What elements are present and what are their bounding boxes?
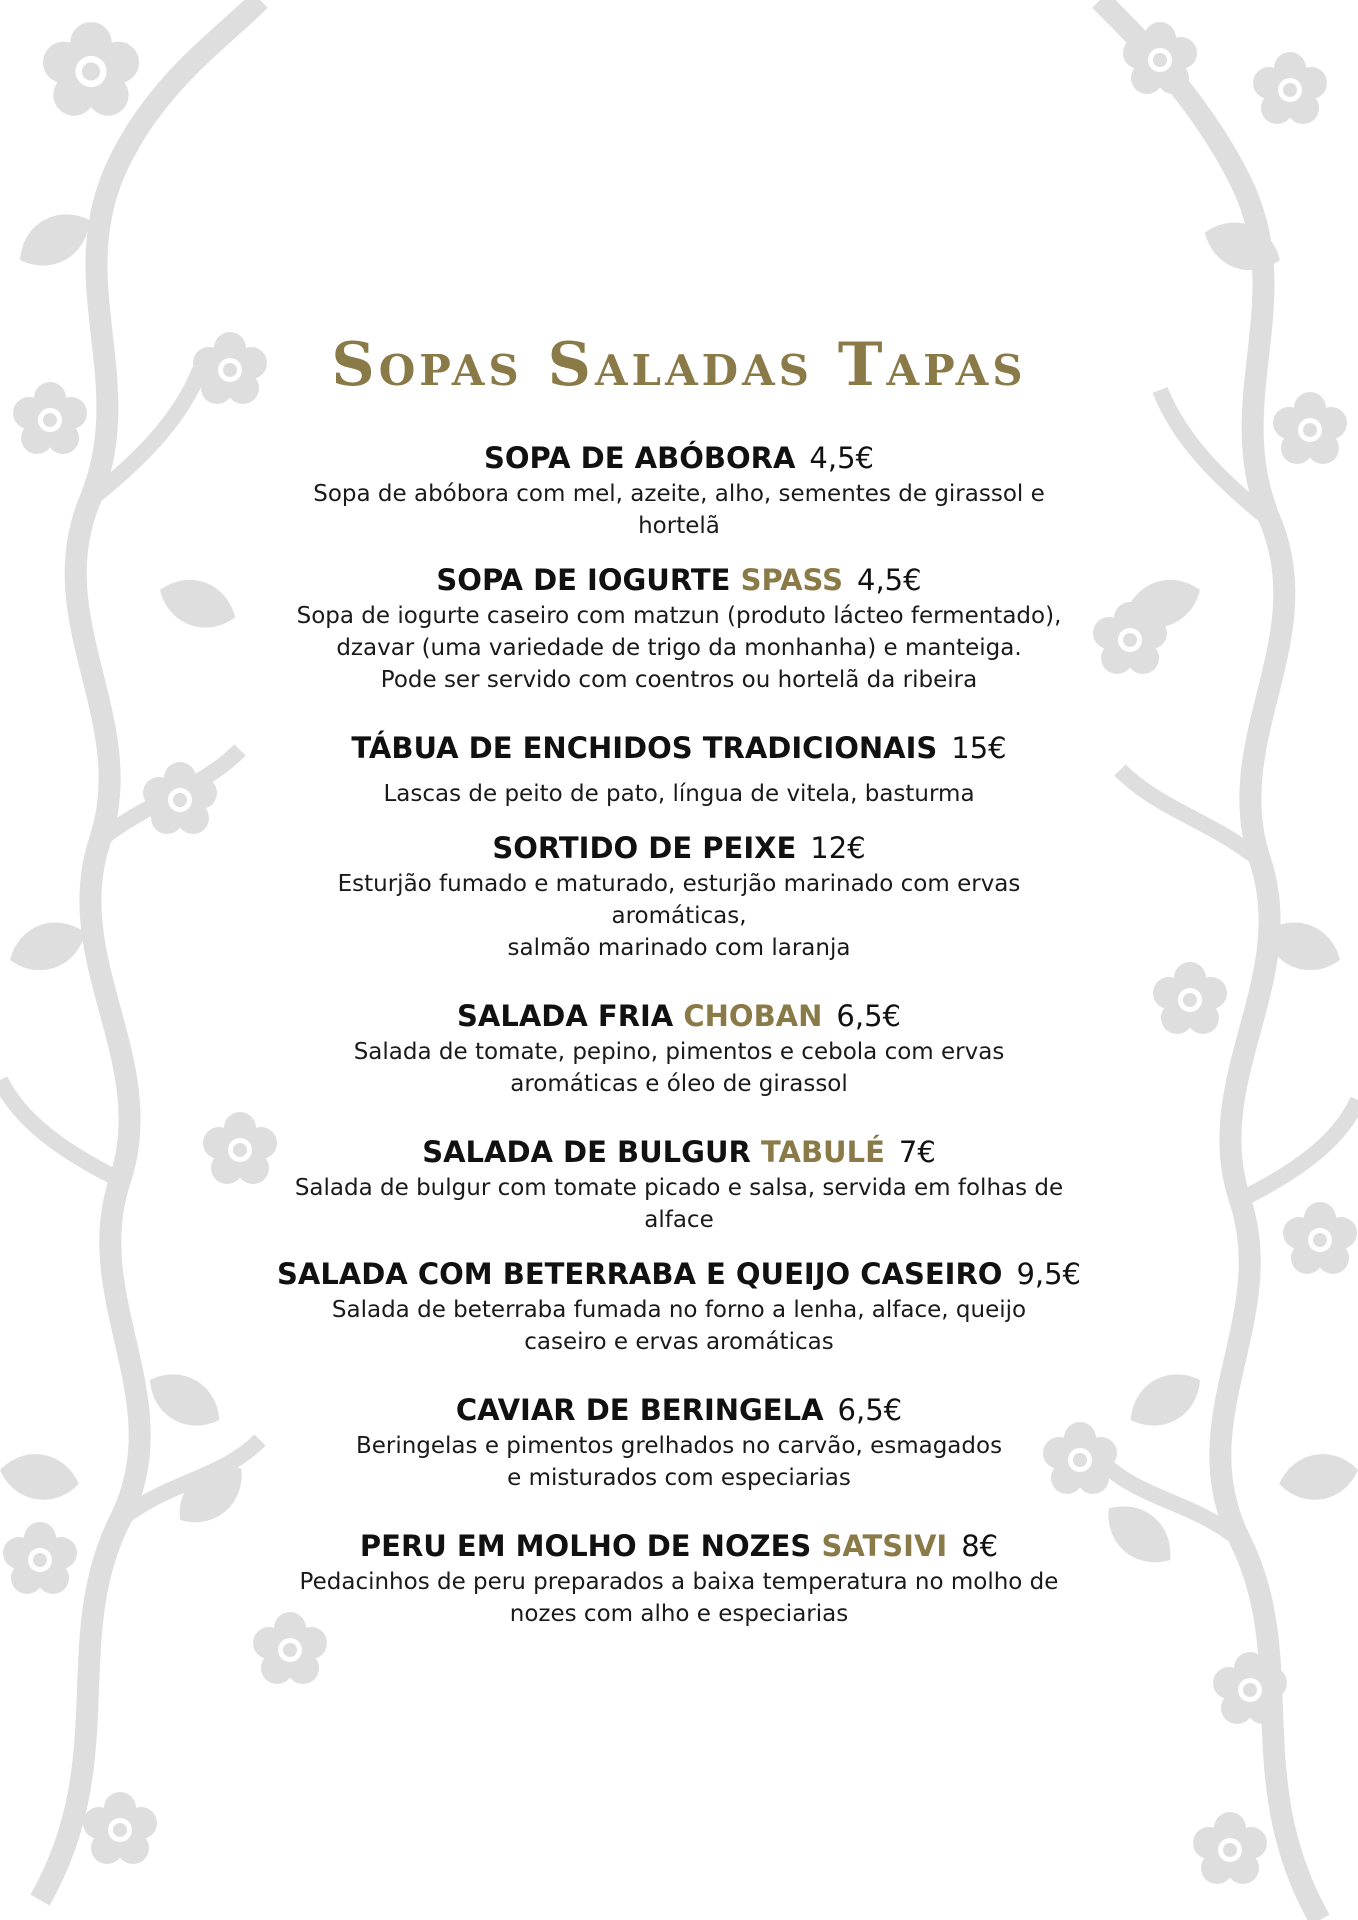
description-line: Sopa de abóbora com mel, azeite, alho, sementes de girassol e [313,481,1045,507]
description-line: aromáticas e óleo de girassol [510,1071,848,1097]
description-line: Salada de beterraba fumada no forno a lenha, alface, queijo [331,1297,1027,1323]
menu-item-heading [269,1134,1089,1170]
menu-item [269,730,1089,810]
menu-item-accent-name: SATSIVI [821,1529,948,1563]
menu-page [0,330,1358,1630]
menu-item-description [269,1430,1089,1494]
menu-item-price: 12€ [810,831,866,865]
menu-item-price: 8€ [961,1529,999,1563]
menu-item-name: SOPA DE ABÓBORA [484,441,796,475]
description-line: dzavar (uma variedade de trigo da monhanha) e manteiga. [336,635,1022,661]
menu-item [269,1134,1089,1236]
menu-item-price: 7€ [898,1135,936,1169]
menu-item-name: PERU EM MOLHO DE NOZES [359,1529,812,1563]
menu-item-name: SALADA COM BETERRABA E QUEIJO CASEIRO [276,1257,1003,1291]
menu-item [269,998,1089,1100]
description-line: aromáticas, [611,903,747,929]
menu-item-description [269,1172,1089,1236]
menu-title: Sopas Saladas Tapas [331,330,1027,400]
description-line: salmão marinado com laranja [507,935,851,961]
menu-item-description [269,1294,1089,1358]
description-line: alface [644,1207,714,1233]
menu-item-price: 4,5€ [809,441,874,475]
description-line: Lascas de peito de pato, língua de vitela, basturma [383,781,975,807]
menu-item [269,1392,1089,1494]
description-line: Beringelas e pimentos grelhados no carvão, esmagados [355,1433,1003,1459]
menu-item-price: 6,5€ [836,999,901,1033]
menu-item-accent-name: TABULÉ [760,1135,885,1169]
description-line: caseiro e ervas aromáticas [524,1329,834,1355]
menu-item [269,562,1089,696]
menu-item-description [269,868,1089,964]
description-line: e misturados com especiarias [507,1465,851,1491]
menu-item-heading [269,730,1089,766]
description-line: Pedacinhos de peru preparados a baixa temperatura no molho de [299,1569,1059,1595]
menu-item-price: 4,5€ [857,563,922,597]
description-line: Esturjão fumado e maturado, esturjão marinado com ervas [337,871,1021,897]
description-line: Sopa de iogurte caseiro com matzun (produto lácteo fermentado), [296,603,1062,629]
description-line: Salada de tomate, pepino, pimentos e cebola com ervas [353,1039,1005,1065]
menu-item-heading [269,830,1089,866]
menu-item-price: 6,5€ [837,1393,903,1427]
menu-item [269,440,1089,542]
menu-item-name: SORTIDO DE PEIXE [492,831,797,865]
menu-item-accent-name: SPASS [740,563,843,597]
menu-item [269,830,1089,964]
menu-item-heading [269,562,1089,598]
menu-item-accent-name: CHOBAN [683,999,823,1033]
menu-item-heading [269,1392,1089,1428]
menu-item-heading [269,1528,1089,1564]
menu-item-name: SOPA DE IOGURTE [436,563,731,597]
menu-item-description [269,1036,1089,1100]
menu-item-description [269,600,1089,696]
menu-item-heading [269,1256,1089,1292]
menu-item [269,1256,1089,1358]
menu-item-name: CAVIAR DE BERINGELA [455,1393,824,1427]
menu-item-name: TÁBUA DE ENCHIDOS TRADICIONAIS [351,731,938,765]
menu-item-price: 15€ [951,731,1007,765]
menu-item-description [269,778,1089,810]
menu-item-name: SALADA FRIA [457,999,674,1033]
menu-item-heading [269,998,1089,1034]
description-line: Salada de bulgur com tomate picado e salsa, servida em folhas de [294,1175,1064,1201]
description-line: nozes com alho e especiarias [509,1601,849,1627]
menu-item-description [269,1566,1089,1630]
menu-item-price: 9,5€ [1016,1257,1082,1291]
description-line: hortelã [638,513,720,539]
menu-item-heading [269,440,1089,476]
description-line: Pode ser servido com coentros ou hortelã da ribeira [380,667,978,693]
menu-item-description [269,478,1089,542]
menu-item-name: SALADA DE BULGUR [422,1135,751,1169]
menu-item [269,1528,1089,1630]
